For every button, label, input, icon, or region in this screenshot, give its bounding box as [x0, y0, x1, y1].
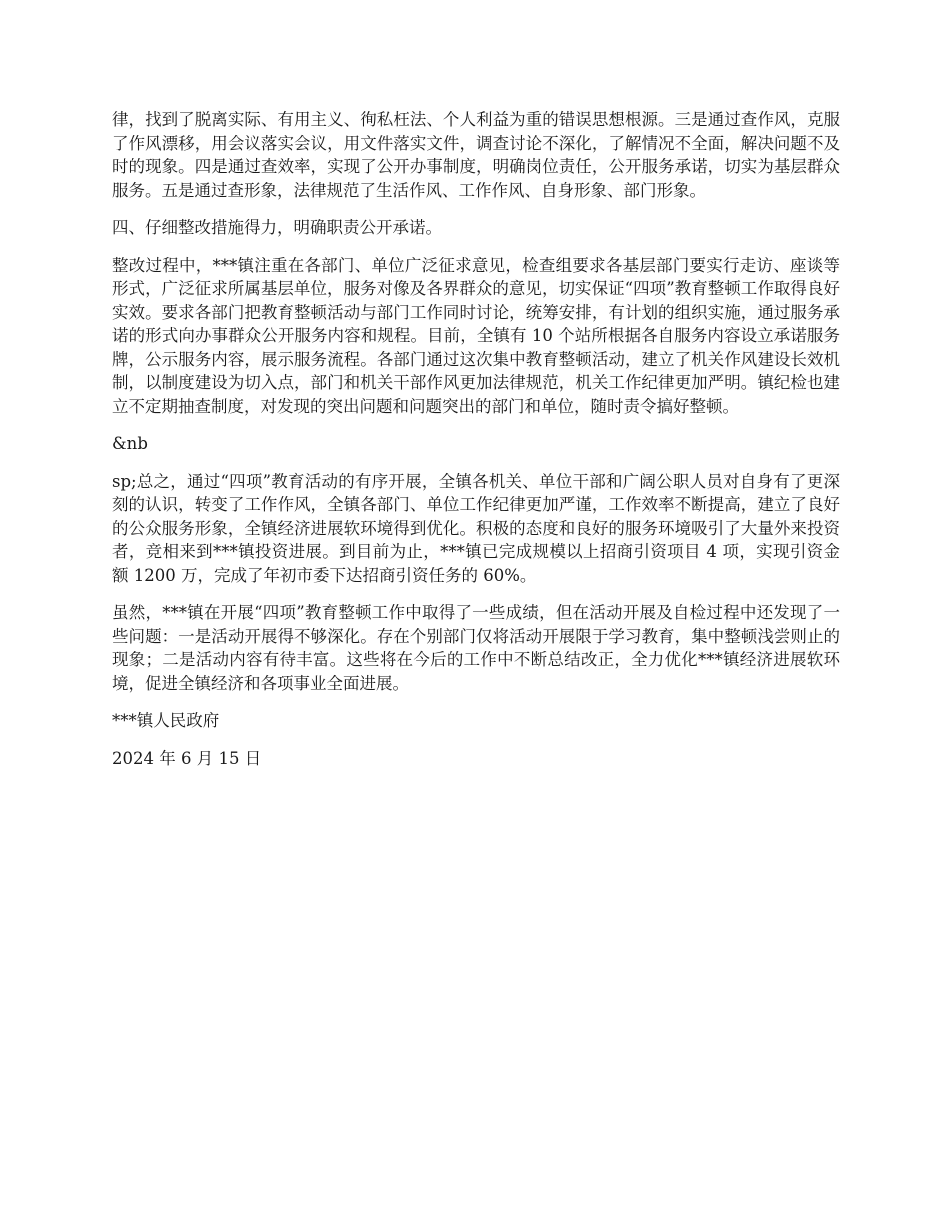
- signature-organization: ***镇人民政府: [112, 711, 220, 730]
- paragraph-self-inspection-results: 律，找到了脱离实际、有用主义、徇私枉法、个人利益为重的错误思想根源。三是通过查作风，克服了作风漂移，用会议落实会议，用文件落实文件，调查讨论不深化，了解情况不全面，解决问题不及时的现象。四是通过查效率，实现了公开办事制度，明确岗位责任，公开服务承诺，切实为基层群众服务。五是通过查形象，法律规范了生活作风、工作作风、自身形象、部门形象。: [112, 110, 840, 200]
- paragraph-rectification-process: 整改过程中，***镇注重在各部门、单位广泛征求意见，检查组要求各基层部门要实行走访、座谈等形式，广泛征求所属基层单位，服务对像及各界群众的意见，切实保证“四项”教育整顿工作取得良好实效。要求各部门把教育整顿活动与部门工作同时讨论，统筹安排，有计划的组织实施，通过服务承诺的形式向办事群众公开服务内容和规程。目前，全镇有 10 个站所根据各自服务内容设立承诺服务牌，公示服务内容，展示服务流程。各部门通过这次集中教育整顿活动，建立了机关作风建设长效机制，以制度建设为切入点，部门和机关干部作风更加法律规范，机关工作纪律更加严明。镇纪检也建立不定期抽查制度，对发现的突出问题和问题突出的部门和单位，随时责令搞好整顿。: [112, 255, 840, 416]
- paragraph-problems: 虽然，***镇在开展“四项”教育整顿工作中取得了一些成绩，但在活动开展及自检过程中还发现了一些问题：一是活动开展得不够深化。存在个别部门仅将活动开展限于学习教育，集中整顿浅尝则止的现象；二是活动内容有待丰富。这些将在今后的工作中不断总结改正，全力优化***镇经济进展软环境，促进全镇经济和各项事业全面进展。: [112, 603, 840, 693]
- signature-date: 2024 年 6 月 15 日: [112, 748, 262, 768]
- paragraph-fragment-nb: &nb: [112, 434, 148, 453]
- section-heading-rectification: 四、仔细整改措施得力，明确职责公开承诺。: [112, 218, 442, 237]
- document-page: [112, 108, 840, 784]
- paragraph-summary: sp;总之，通过“四项”教育活动的有序开展，全镇各机关、单位干部和广阔公职人员对自身有了更深刻的认识，转变了工作作风，全镇各部门、单位工作纪律更加严谨，工作效率不断提高，建立了良好的公众服务形象，全镇经济进展软环境得到优化。积极的态度和良好的服务环境吸引了大量外来投资者，竞相来到***镇投资进展。到目前为止，***镇已完成规模以上招商引资项目 4 项，实现引资金额 1200 万，完成了年初市委下达招商引资任务的 60%。: [112, 471, 840, 585]
